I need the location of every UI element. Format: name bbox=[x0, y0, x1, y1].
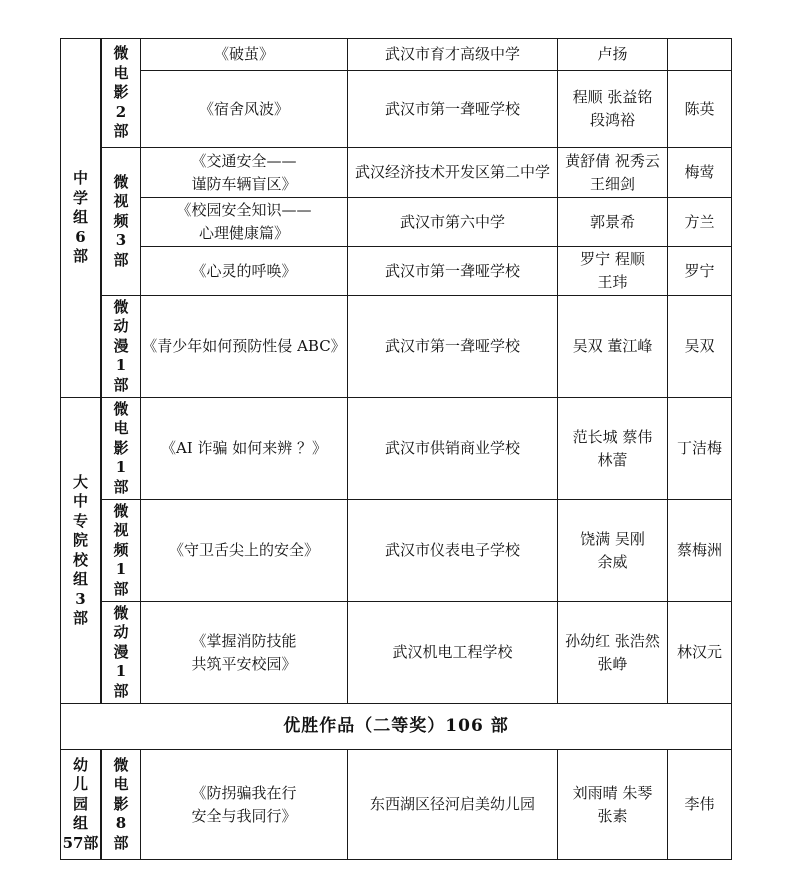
author-names: 吴双 董江峰 bbox=[572, 337, 653, 355]
group-label: 幼 儿 园 组 57部 bbox=[62, 755, 99, 852]
author-names: 黄舒倩 祝秀云 王细剑 bbox=[565, 151, 660, 193]
work-title: 《守卫舌尖上的安全》 bbox=[168, 541, 319, 559]
school-name: 武汉经济技术开发区第二中学 bbox=[354, 163, 550, 181]
category-label: 微 电 影 1 部 bbox=[113, 399, 129, 496]
section-banner: 优胜作品（二等奖）106 部 bbox=[283, 716, 509, 736]
category-label: 微 电 影 8 部 bbox=[113, 755, 129, 852]
group-label: 大 中 专 院 校 组 3 部 bbox=[72, 472, 88, 627]
table-rule bbox=[60, 859, 732, 860]
work-title: 《防拐骗我在行 安全与我同行》 bbox=[191, 783, 297, 825]
work-title: 《心灵的呼唤》 bbox=[191, 261, 297, 280]
group-label: 中 学 组 6 部 bbox=[72, 169, 88, 266]
school-name: 武汉市仪表电子学校 bbox=[384, 541, 520, 559]
category-label: 微 动 漫 1 部 bbox=[113, 603, 129, 700]
work-title: 《校园安全知识—— 心理健康篇》 bbox=[176, 201, 312, 242]
school-name: 武汉市第六中学 bbox=[399, 212, 505, 231]
work-title: 《青少年如何预防性侵 ABC》 bbox=[142, 337, 346, 355]
author-names: 饶满 吴刚 余威 bbox=[580, 529, 645, 571]
author-names: 郭景希 bbox=[589, 212, 635, 231]
advisor-name: 方兰 bbox=[684, 212, 715, 231]
work-title: 《破茧》 bbox=[213, 45, 274, 63]
advisor-name: 梅莺 bbox=[684, 163, 715, 181]
school-name: 武汉市第一聋哑学校 bbox=[384, 99, 520, 118]
school-name: 武汉市第一聋哑学校 bbox=[384, 337, 520, 355]
advisor-name: 罗宁 bbox=[684, 261, 715, 280]
advisor-name: 吴双 bbox=[684, 337, 715, 355]
author-names: 卢扬 bbox=[597, 45, 628, 63]
table-rule bbox=[731, 38, 732, 703]
work-title: 《AI 诈骗 如何来辨 ？》 bbox=[160, 439, 328, 457]
table-rule bbox=[731, 703, 732, 749]
work-title: 《交通安全—— 谨防车辆盲区》 bbox=[191, 151, 297, 193]
advisor-name bbox=[668, 39, 731, 70]
work-title: 《掌握消防技能 共筑平安校园》 bbox=[191, 631, 297, 673]
advisor-name: 林汉元 bbox=[676, 643, 722, 661]
author-names: 程顺 张益铭 段鸿裕 bbox=[572, 88, 653, 129]
author-names: 孙幼红 张浩然 张峥 bbox=[565, 631, 660, 673]
school-name: 武汉机电工程学校 bbox=[392, 643, 513, 661]
advisor-name: 李伟 bbox=[684, 795, 715, 813]
category-label: 微 视 频 3 部 bbox=[113, 172, 129, 269]
table-rule bbox=[731, 749, 732, 859]
author-names: 刘雨晴 朱琴 张素 bbox=[572, 783, 653, 825]
category-label: 微 电 影 2 部 bbox=[113, 44, 129, 141]
school-name: 武汉市供销商业学校 bbox=[384, 439, 520, 457]
category-label: 微 视 频 1 部 bbox=[113, 501, 129, 598]
author-names: 范长城 蔡伟 林蕾 bbox=[572, 427, 653, 469]
school-name: 武汉市第一聋哑学校 bbox=[384, 261, 520, 280]
advisor-name: 陈英 bbox=[684, 99, 715, 118]
work-title: 《宿舍风波》 bbox=[198, 99, 289, 118]
category-label: 微 动 漫 1 部 bbox=[113, 297, 129, 394]
author-names: 罗宁 程顺 王玮 bbox=[580, 250, 645, 291]
school-name: 武汉市育才高级中学 bbox=[384, 45, 520, 63]
advisor-name: 丁洁梅 bbox=[676, 439, 722, 457]
school-name: 东西湖区径河启美幼儿园 bbox=[369, 795, 535, 813]
advisor-name: 蔡梅洲 bbox=[676, 541, 722, 559]
